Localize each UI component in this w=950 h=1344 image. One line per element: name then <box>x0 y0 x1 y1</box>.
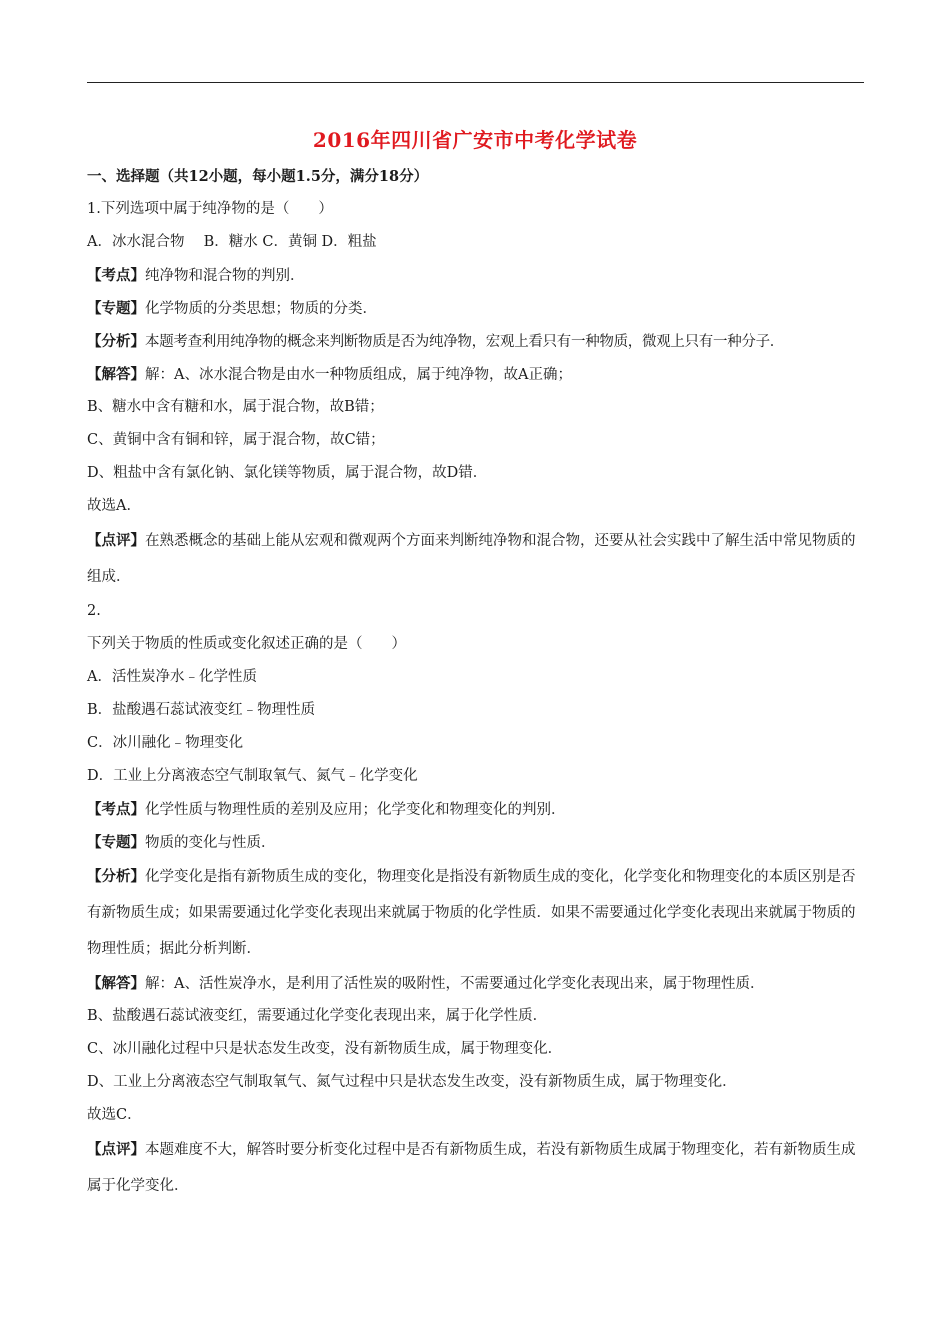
jieda-tag: 【解答】 <box>87 366 145 383</box>
q1-zhuanti: 【专题】化学物质的分类思想；物质的分类． <box>87 300 377 317</box>
jieda-tag: 【解答】 <box>87 975 145 992</box>
fenxi-tag: 【分析】 <box>87 333 145 350</box>
q1-kaodian: 【考点】纯净物和混合物的判别． <box>87 267 305 284</box>
q2-jieda: 【解答】解：A、活性炭净水，是利用了活性炭的吸附性，不需要通过化学变化表现出来，属于物理性质． <box>87 975 765 992</box>
zhuanti-tag: 【专题】 <box>87 834 145 851</box>
q2-solution-c: C、冰川融化过程中只是状态发生改变，没有新物质生成，属于物理变化． <box>87 1041 563 1057</box>
q1-fenxi: 【分析】本题考查利用纯净物的概念来判断物质是否为纯净物，宏观上看只有一种物质，微观上只有一种分子． <box>87 333 784 350</box>
q1-answer: 故选A． <box>87 498 141 514</box>
q1-options: A．冰水混合物 B．糖水 C．黄铜 D．粗盐 <box>87 234 377 250</box>
page-title: 2016年四川省广安市中考化学试卷 <box>312 128 638 152</box>
question-2 <box>87 595 867 1204</box>
zhuanti-tag: 【专题】 <box>87 300 145 317</box>
q2-answer: 故选C． <box>87 1107 142 1123</box>
section-heading: 一、选择题（共12小题，每小题1.5分，满分18分） <box>87 168 429 185</box>
q2-number: 2. <box>87 603 101 619</box>
q2-fenxi: 【分析】化学变化是指有新物质生成的变化，物理变化是指没有新物质生成的变化，化学变化和物理变化的本质区别是否有新物质生成；如果需要通过化学变化表现出来就属于物质的化学性质．如果不需要通过化学变化表现出来就属于物质的物理性质；据此分析判断． <box>87 868 856 957</box>
q2-zhuanti: 【专题】物质的变化与性质． <box>87 834 276 851</box>
q1-stem: 1.下列选项中属于纯净物的是（ ） <box>87 201 333 217</box>
q2-solution-b: B、盐酸遇石蕊试液变红，需要通过化学变化表现出来，属于化学性质． <box>87 1008 548 1024</box>
dianping-tag: 【点评】 <box>87 532 145 549</box>
q1-jieda: 【解答】解：A、冰水混合物是由水一种物质组成，属于纯净物，故A正确； <box>87 366 572 383</box>
q2-solution-d: D、工业上分离液态空气制取氧气、氮气过程中只是状态发生改变，没有新物质生成，属于物理变化． <box>87 1074 737 1090</box>
q2-dianping: 【点评】本题难度不大，解答时要分析变化过程中是否有新物质生成，若没有新物质生成属于物理变化，若有新物质生成属于化学变化． <box>87 1141 856 1194</box>
q1-solution-c: C、黄铜中含有铜和锌，属于混合物，故C错； <box>87 432 385 448</box>
kaodian-tag: 【考点】 <box>87 267 145 284</box>
q2-option-c: C．冰川融化﹣物理变化 <box>87 735 244 751</box>
q2-option-b: B．盐酸遇石蕊试液变红﹣物理性质 <box>87 702 316 718</box>
q1-solution-b: B、糖水中含有糖和水，属于混合物，故B错； <box>87 399 384 415</box>
dianping-tag: 【点评】 <box>87 1141 145 1158</box>
document-body <box>87 160 867 1204</box>
q2-stem: 下列关于物质的性质或变化叙述正确的是（ ） <box>87 636 406 652</box>
question-1 <box>87 193 867 595</box>
fenxi-tag: 【分析】 <box>87 868 145 885</box>
q1-dianping: 【点评】在熟悉概念的基础上能从宏观和微观两个方面来判断纯净物和混合物，还要从社会实践中了解生活中常见物质的组成． <box>87 532 856 585</box>
header-rule <box>87 82 864 83</box>
q2-option-a: A．活性炭净水﹣化学性质 <box>87 669 257 685</box>
q2-option-d: D．工业上分离液态空气制取氧气、氮气﹣化学变化 <box>87 768 418 784</box>
q2-kaodian: 【考点】化学性质与物理性质的差别及应用；化学变化和物理变化的判别． <box>87 801 566 818</box>
kaodian-tag: 【考点】 <box>87 801 145 818</box>
q1-solution-d: D、粗盐中含有氯化钠、氯化镁等物质，属于混合物，故D错． <box>87 465 488 481</box>
